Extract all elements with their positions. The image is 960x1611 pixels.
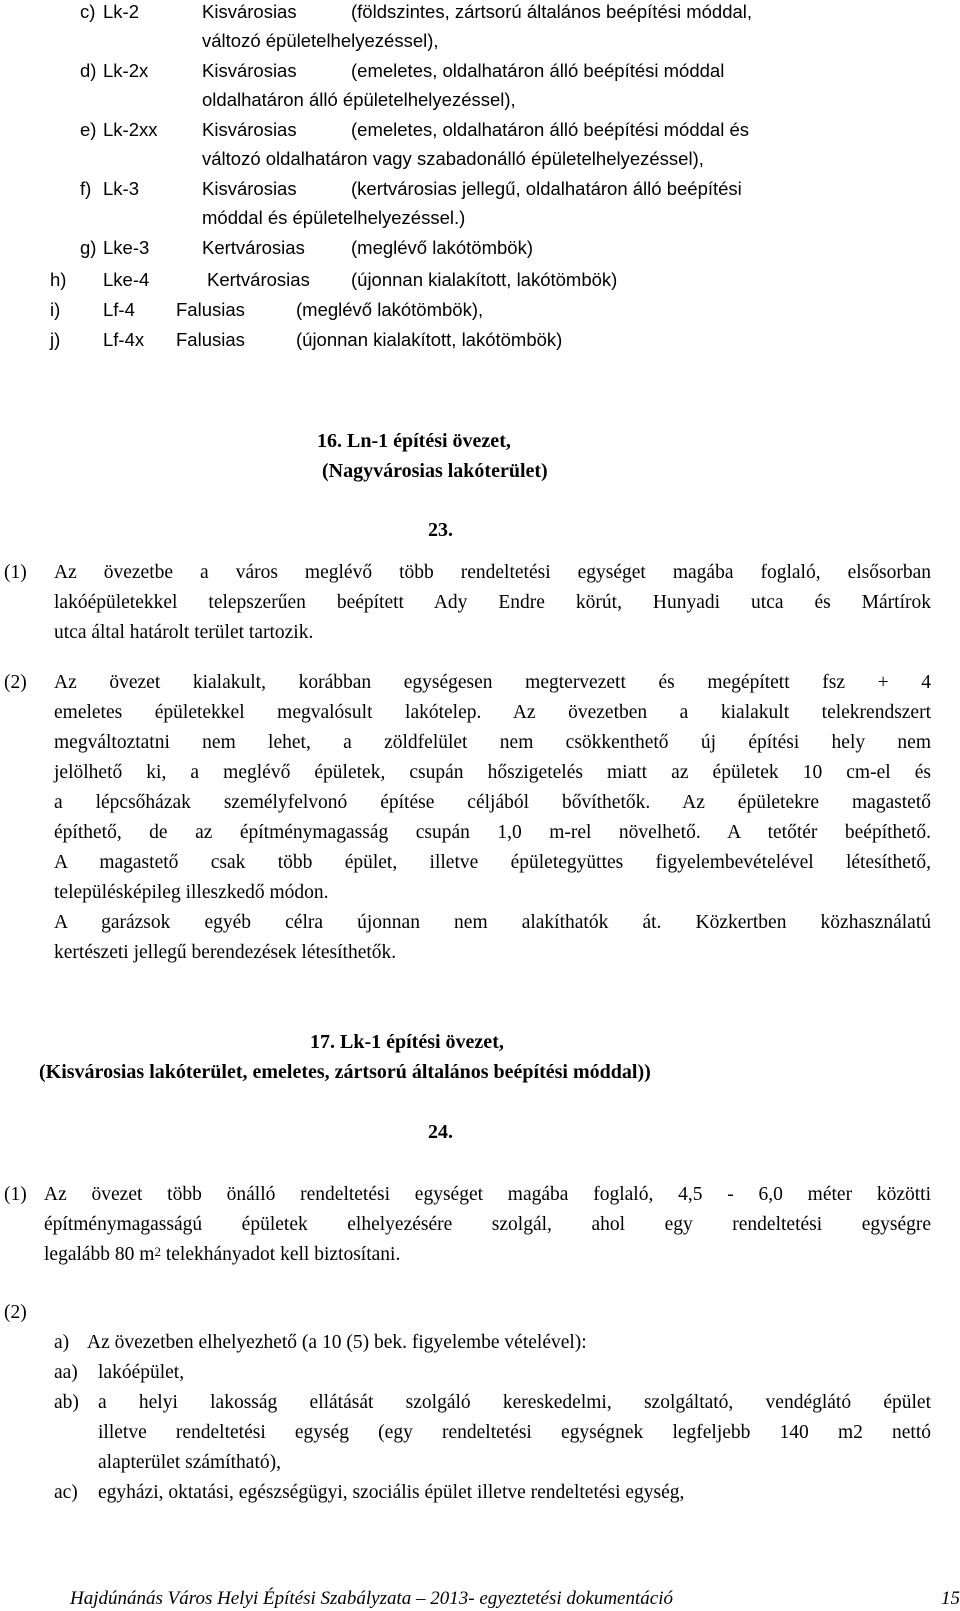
paragraph-text: építménymagasságú épületek elhelyezésére szolgál, ahol egy rendeltetési egységre — [44, 1214, 931, 1235]
zone-item-desc: (meglévő lakótömbök), — [296, 299, 484, 320]
zone-item-letter: i) — [50, 299, 61, 320]
zone-item-code: Lk-2 — [103, 1, 139, 22]
paragraph-text: A garázsok egyéb célra újonnan nem alakíthatók át. Közkertben közhasználatú — [54, 912, 931, 933]
paragraph-text: megváltoztatni nem lehet, a zöldfelület nem csökkenthető új építési hely nem — [54, 732, 931, 753]
superscript: 2 — [154, 1244, 161, 1259]
zone-item-desc: (újonnan kialakított, lakótömbök) — [296, 329, 563, 350]
zone-item-desc: (meglévő lakótömbök) — [351, 237, 533, 258]
list-item-text: Az övezetben elhelyezhető (a 10 (5) bek. figyelembe vételével): — [87, 1332, 587, 1353]
zone-item-desc: (kertvárosias jellegű, oldalhatáron álló beépítési — [351, 178, 742, 199]
zone-item-code: Lf-4x — [103, 329, 145, 350]
list-item-text: a helyi lakosság ellátását szolgáló kereskedelmi, szolgáltató, vendéglátó épület — [98, 1392, 931, 1413]
zone-item-type: Falusias — [176, 299, 245, 320]
zone-item-type: Kisvárosias — [202, 1, 297, 22]
list-item-label: ab) — [54, 1392, 79, 1413]
zone-item-code: Lk-3 — [103, 178, 139, 199]
paragraph-text: kertészeti jellegű berendezések létesíthetők. — [54, 942, 397, 963]
zone-item-desc: változó oldalhatáron vagy szabadonálló épületelhelyezéssel), — [202, 148, 704, 169]
paragraph-text-part: telekhányadot kell biztosítani. — [160, 1244, 401, 1265]
list-item-text: illetve rendeltetési egység (egy rendeltetési egységnek legfeljebb 140 m2 nettó — [98, 1422, 931, 1443]
zone-item-type: Falusias — [176, 329, 245, 350]
paragraph-text: utca által határolt terület tartozik. — [54, 622, 314, 643]
page-number: 15 — [941, 1588, 960, 1609]
zone-item-letter: h) — [50, 269, 67, 290]
paragraph-label: (1) — [4, 1184, 27, 1205]
section-16-subtitle: (Nagyvárosias lakóterület) — [322, 460, 548, 482]
zone-item-desc: (földszintes, zártsorú általános beépítési móddal, — [351, 1, 753, 22]
zone-item-code: Lk-2x — [103, 60, 149, 81]
zone-item-letter: j) — [50, 329, 61, 350]
list-item-label: a) — [54, 1332, 70, 1353]
list-item-text: egyházi, oktatási, egészségügyi, szociális épület illetve rendeltetési egység, — [98, 1482, 685, 1503]
zone-item-letter: d) — [80, 60, 97, 81]
paragraph-text — [44, 1243, 400, 1267]
zone-item-letter: c) — [80, 1, 96, 22]
paragraph-text: jelölhető ki, a meglévő épületek, csupán hőszigetelés miatt az épületek 10 cm-el és — [54, 762, 931, 783]
paragraph-text: A magastető csak több épület, illetve épületegyüttes figyelembevételével létesíthető, — [54, 852, 931, 873]
section-16-title: 16. Ln-1 építési övezet, — [317, 430, 511, 452]
zone-item-code: Lke-4 — [103, 269, 150, 290]
zone-item-desc: móddal és épületelhelyezéssel.) — [202, 207, 466, 228]
paragraph-label: (2) — [4, 672, 27, 693]
zone-item-code: Lk-2xx — [103, 119, 158, 140]
paragraph-label: (2) — [4, 1302, 27, 1323]
list-item-text: lakóépület, — [98, 1362, 185, 1383]
section-17-subtitle: (Kisvárosias lakóterület, emeletes, zártsorú általános beépítési móddal)) — [39, 1061, 651, 1083]
paragraph-label: (1) — [4, 562, 27, 583]
zone-item-type: Kisvárosias — [202, 119, 297, 140]
zone-item-type: Kisvárosias — [202, 60, 297, 81]
zone-item-letter: g) — [80, 237, 97, 258]
page-footer — [70, 1588, 960, 1610]
paragraph-text: emeletes épületekkel megvalósult lakótelep. Az övezetben a kialakult telekrendszert — [54, 702, 931, 723]
paragraph-text: Az övezetbe a város meglévő több rendeltetési egységet magába foglaló, elsősorban — [54, 562, 931, 583]
zone-item-desc: változó épületelhelyezéssel), — [202, 30, 439, 51]
zone-item-letter: f) — [80, 178, 92, 199]
zone-item-type: Kertvárosias — [202, 237, 305, 258]
paragraph-number: 24. — [428, 1121, 453, 1143]
paragraph-text: lakóépületekkel telepszerűen beépített Ady Endre körút, Hunyadi utca és Mártírok — [54, 592, 931, 613]
paragraph-text: építhető, de az építménymagasság csupán 1,0 m-rel növelhető. A tetőtér beépíthető. — [54, 822, 931, 843]
paragraph-number: 23. — [428, 519, 453, 541]
paragraph-text: Az övezet kialakult, korábban egységesen megtervezett és megépített fsz + 4 — [54, 672, 931, 693]
zone-item-desc: (emeletes, oldalhatáron álló beépítési móddal és — [351, 119, 749, 140]
zone-item-code: Lf-4 — [103, 299, 135, 320]
paragraph-text: a lépcsőházak személyfelvonó építése céljából bővíthetők. Az épületekre magastető — [54, 792, 931, 813]
zone-item-letter: e) — [80, 119, 97, 140]
paragraph-text: településképileg illeszkedő módon. — [54, 882, 329, 903]
list-item-text: alapterület számítható), — [98, 1452, 282, 1473]
zone-item-desc: (emeletes, oldalhatáron álló beépítési móddal — [351, 60, 725, 81]
list-item-label: aa) — [54, 1362, 78, 1383]
zone-item-desc: (újonnan kialakított, lakótömbök) — [351, 269, 618, 290]
paragraph-text: Az övezet több önálló rendeltetési egységet magába foglaló, 4,5 - 6,0 méter közötti — [44, 1184, 931, 1205]
paragraph-text-part: legalább 80 m — [44, 1244, 155, 1265]
section-17-title: 17. Lk-1 építési övezet, — [310, 1031, 504, 1053]
zone-item-type: Kisvárosias — [202, 178, 297, 199]
footer-text: Hajdúnánás Város Helyi Építési Szabályzata – 2013- egyeztetési dokumentáció — [70, 1588, 673, 1609]
zone-item-type: Kertvárosias — [207, 269, 310, 290]
zone-item-code: Lke-3 — [103, 237, 150, 258]
zone-item-desc: oldalhatáron álló épületelhelyezéssel), — [202, 89, 516, 110]
list-item-label: ac) — [54, 1482, 78, 1503]
